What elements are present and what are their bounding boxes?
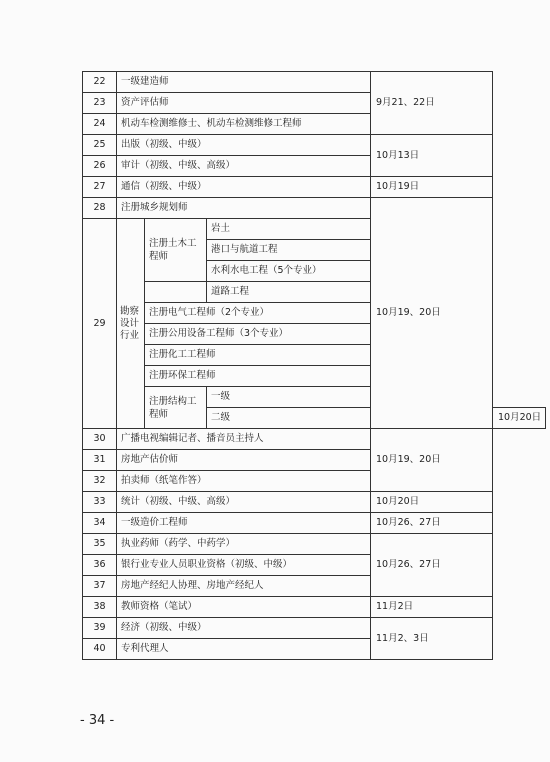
row-number: 37: [83, 576, 117, 597]
exam-name: 广播电视编辑记者、播音员主持人: [117, 429, 371, 450]
exam-name: 一级建造师: [117, 72, 371, 93]
exam-date: 10月20日: [371, 492, 493, 513]
row-number: 23: [83, 93, 117, 114]
civil-engineer-label: 注册土木工程师: [145, 219, 207, 282]
row-number: 25: [83, 135, 117, 156]
exam-date: 10月19日: [371, 177, 493, 198]
row-number: 28: [83, 198, 117, 219]
exam-date: 10月26、27日: [371, 513, 493, 534]
exam-date: 10月26、27日: [371, 534, 493, 597]
row-number: 40: [83, 639, 117, 660]
structural-engineer-label: 注册结构工程师: [145, 387, 207, 429]
exam-name: 机动车检测维修士、机动车检测维修工程师: [117, 114, 371, 135]
row-number: 35: [83, 534, 117, 555]
row-number: 33: [83, 492, 117, 513]
exam-name: 注册环保工程师: [145, 366, 371, 387]
exam-name: 执业药师（药学、中药学）: [117, 534, 371, 555]
table-row: [83, 72, 546, 93]
exam-name: 注册化工工程师: [145, 345, 371, 366]
row-number: 39: [83, 618, 117, 639]
exam-date: 11月2日: [371, 597, 493, 618]
row-number: 27: [83, 177, 117, 198]
exam-date: 9月21、22日: [371, 72, 493, 135]
exam-name: 一级造价工程师: [117, 513, 371, 534]
exam-name: 注册公用设备工程师（3个专业）: [145, 324, 371, 345]
exam-name: 房地产估价师: [117, 450, 371, 471]
civil-label-continuation: [145, 282, 207, 303]
exam-name: 通信（初级、中级）: [117, 177, 371, 198]
table-row: [83, 618, 546, 639]
exam-name: 拍卖师（纸笔作答）: [117, 471, 371, 492]
structural-level: 一级: [207, 387, 371, 408]
exam-date: 10月19、20日: [371, 198, 493, 429]
row-number: 24: [83, 114, 117, 135]
exam-name: 统计（初级、中级、高级）: [117, 492, 371, 513]
row-number: 31: [83, 450, 117, 471]
table-row: [83, 513, 546, 534]
exam-date: 10月19、20日: [371, 429, 493, 492]
exam-name: 出版（初级、中级）: [117, 135, 371, 156]
exam-schedule-table: [82, 71, 546, 660]
row-number: 26: [83, 156, 117, 177]
civil-sub-item: 道路工程: [207, 282, 371, 303]
row-number: 30: [83, 429, 117, 450]
category-label: 勘察设计行业: [117, 219, 145, 429]
exam-name: 专利代理人: [117, 639, 371, 660]
exam-name: 教师资格（笔试）: [117, 597, 371, 618]
row-number: 29: [83, 219, 117, 429]
exam-name: 注册电气工程师（2个专业）: [145, 303, 371, 324]
exam-name: 注册城乡规划师: [117, 198, 371, 219]
table-row: [83, 429, 546, 450]
row-number: 38: [83, 597, 117, 618]
exam-name: 经济（初级、中级）: [117, 618, 371, 639]
exam-date: 10月20日: [493, 408, 546, 429]
table-row: [83, 597, 546, 618]
row-number: 36: [83, 555, 117, 576]
table-row: [83, 177, 546, 198]
civil-sub-item: 水利水电工程（5个专业）: [207, 261, 371, 282]
structural-level: 二级: [207, 408, 371, 429]
exam-date: 10月13日: [371, 135, 493, 177]
exam-name: 审计（初级、中级、高级）: [117, 156, 371, 177]
table-row: [83, 492, 546, 513]
civil-sub-item: 港口与航道工程: [207, 240, 371, 261]
row-number: 32: [83, 471, 117, 492]
table-row: [83, 198, 546, 219]
row-number: 22: [83, 72, 117, 93]
exam-name: 房地产经纪人协理、房地产经纪人: [117, 576, 371, 597]
exam-name: 银行业专业人员职业资格（初级、中级）: [117, 555, 371, 576]
civil-sub-item: 岩土: [207, 219, 371, 240]
exam-date: 11月2、3日: [371, 618, 493, 660]
table-row: [83, 135, 546, 156]
page-number: - 34 -: [80, 713, 115, 728]
table-row: [83, 534, 546, 555]
exam-name: 资产评估师: [117, 93, 371, 114]
row-number: 34: [83, 513, 117, 534]
